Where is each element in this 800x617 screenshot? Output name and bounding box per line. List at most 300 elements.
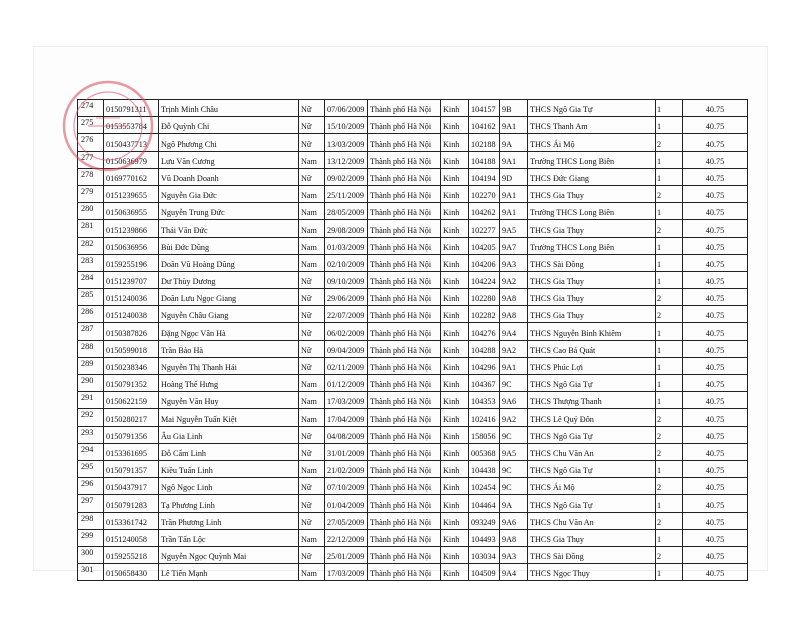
cell-dob: 27/05/2009 — [325, 512, 368, 529]
table-row — [78, 529, 748, 546]
cell-stt: 283 — [78, 254, 104, 271]
cell-code: 104493 — [469, 529, 500, 546]
cell-score: 40.75 — [683, 564, 748, 581]
cell-school: THCS Gia Thụy — [528, 220, 656, 237]
cell-nv: 2 — [656, 289, 683, 306]
cell-code: 104262 — [469, 203, 500, 220]
cell-id: 0150791356 — [104, 426, 159, 443]
cell-dob: 09/04/2009 — [325, 340, 368, 357]
cell-place: Thành phố Hà Nội — [368, 203, 441, 220]
cell-nv: 2 — [656, 546, 683, 563]
cell-nv: 2 — [656, 134, 683, 151]
cell-dob: 02/11/2009 — [325, 357, 368, 374]
cell-place: Thành phố Hà Nội — [368, 478, 441, 495]
cell-code: 104188 — [469, 151, 500, 168]
cell-ethnic: Kinh — [441, 340, 469, 357]
cell-place: Thành phố Hà Nội — [368, 100, 441, 117]
cell-ethnic: Kinh — [441, 254, 469, 271]
cell-ethnic: Kinh — [441, 443, 469, 460]
cell-cls: 9A5 — [500, 443, 528, 460]
cell-id: 0150437917 — [104, 478, 159, 495]
cell-dob: 04/08/2009 — [325, 426, 368, 443]
table-row — [78, 237, 748, 254]
cell-score: 40.75 — [683, 495, 748, 512]
cell-dob: 02/10/2009 — [325, 254, 368, 271]
cell-code: 104367 — [469, 375, 500, 392]
cell-cls: 9A5 — [500, 220, 528, 237]
cell-nv: 1 — [656, 237, 683, 254]
cell-score: 40.75 — [683, 168, 748, 185]
cell-place: Thành phố Hà Nội — [368, 185, 441, 202]
cell-ethnic: Kinh — [441, 151, 469, 168]
cell-gender: Nữ — [299, 478, 325, 495]
cell-score: 40.75 — [683, 254, 748, 271]
cell-score: 40.75 — [683, 426, 748, 443]
cell-dob: 07/06/2009 — [325, 100, 368, 117]
cell-code: 102270 — [469, 185, 500, 202]
cell-school: THCS Gia Thụy — [528, 289, 656, 306]
table-row — [78, 564, 748, 581]
cell-cls: 9A8 — [500, 306, 528, 323]
cell-gender: Nam — [299, 529, 325, 546]
cell-name: Nguyễn Thị Thanh Hải — [159, 357, 299, 374]
cell-school: THCS Chu Văn An — [528, 443, 656, 460]
cell-score: 40.75 — [683, 478, 748, 495]
cell-score: 40.75 — [683, 546, 748, 563]
cell-code: 104194 — [469, 168, 500, 185]
cell-dob: 01/04/2009 — [325, 495, 368, 512]
cell-school: Trường THCS Long Biên — [528, 237, 656, 254]
cell-dob: 25/11/2009 — [325, 185, 368, 202]
cell-place: Thành phố Hà Nội — [368, 340, 441, 357]
cell-place: Thành phố Hà Nội — [368, 392, 441, 409]
cell-code: 103034 — [469, 546, 500, 563]
cell-name: Ngô Phương Chi — [159, 134, 299, 151]
cell-cls: 9D — [500, 168, 528, 185]
cell-name: Ngô Ngọc Linh — [159, 478, 299, 495]
cell-name: Trần Tấn Lộc — [159, 529, 299, 546]
cell-stt: 287 — [78, 323, 104, 340]
cell-score: 40.75 — [683, 306, 748, 323]
table-row — [78, 271, 748, 288]
table-row — [78, 254, 748, 271]
cell-place: Thành phố Hà Nội — [368, 134, 441, 151]
cell-gender: Nữ — [299, 289, 325, 306]
cell-name: Doãn Lưu Ngọc Giang — [159, 289, 299, 306]
cell-gender: Nữ — [299, 340, 325, 357]
cell-place: Thành phố Hà Nội — [368, 409, 441, 426]
cell-ethnic: Kinh — [441, 271, 469, 288]
cell-gender: Nam — [299, 185, 325, 202]
cell-cls: 9A4 — [500, 564, 528, 581]
cell-school: THCS Ngô Gia Tự — [528, 375, 656, 392]
cell-nv: 2 — [656, 443, 683, 460]
cell-school: THCS Ngô Gia Tự — [528, 460, 656, 477]
cell-place: Thành phố Hà Nội — [368, 323, 441, 340]
table-row — [78, 392, 748, 409]
cell-school: Trường THCS Long Biên — [528, 151, 656, 168]
cell-name: Vũ Doanh Doanh — [159, 168, 299, 185]
cell-cls: 9A2 — [500, 340, 528, 357]
cell-name: Trịnh Minh Châu — [159, 100, 299, 117]
results-table-wrapper — [77, 99, 748, 581]
cell-name: Nguyễn Gia Đức — [159, 185, 299, 202]
cell-stt: 277 — [78, 151, 104, 168]
table-row — [78, 478, 748, 495]
cell-cls: 9A1 — [500, 185, 528, 202]
cell-name: Kiều Tuấn Linh — [159, 460, 299, 477]
cell-id: 0150437713 — [104, 134, 159, 151]
cell-score: 40.75 — [683, 392, 748, 409]
cell-code: 104288 — [469, 340, 500, 357]
cell-id: 0150791352 — [104, 375, 159, 392]
cell-nv: 1 — [656, 357, 683, 374]
cell-code: 102454 — [469, 478, 500, 495]
cell-dob: 22/07/2009 — [325, 306, 368, 323]
cell-name: Mai Nguyễn Tuấn Kiệt — [159, 409, 299, 426]
cell-score: 40.75 — [683, 203, 748, 220]
cell-name: Đỗ Cẩm Linh — [159, 443, 299, 460]
cell-stt: 296 — [78, 478, 104, 495]
cell-nv: 1 — [656, 460, 683, 477]
cell-code: 102280 — [469, 289, 500, 306]
cell-stt: 292 — [78, 409, 104, 426]
cell-score: 40.75 — [683, 220, 748, 237]
cell-id: 0159255196 — [104, 254, 159, 271]
cell-stt: 297 — [78, 495, 104, 512]
cell-stt: 288 — [78, 340, 104, 357]
cell-dob: 17/03/2009 — [325, 564, 368, 581]
cell-name: Thái Văn Đức — [159, 220, 299, 237]
cell-gender: Nam — [299, 151, 325, 168]
cell-id: 0150791283 — [104, 495, 159, 512]
cell-ethnic: Kinh — [441, 289, 469, 306]
cell-dob: 21/02/2009 — [325, 460, 368, 477]
cell-cls: 9A2 — [500, 271, 528, 288]
cell-id: 0151239707 — [104, 271, 159, 288]
cell-id: 0150636955 — [104, 203, 159, 220]
cell-ethnic: Kinh — [441, 409, 469, 426]
cell-ethnic: Kinh — [441, 512, 469, 529]
cell-school: THCS Thanh Am — [528, 117, 656, 134]
cell-place: Thành phố Hà Nội — [368, 529, 441, 546]
cell-dob: 09/10/2009 — [325, 271, 368, 288]
cell-school: THCS Cao Bá Quát — [528, 340, 656, 357]
table-row — [78, 134, 748, 151]
cell-cls: 9A3 — [500, 546, 528, 563]
cell-name: Bùi Đức Dũng — [159, 237, 299, 254]
cell-code: 005368 — [469, 443, 500, 460]
cell-name: Nguyễn Văn Huy — [159, 392, 299, 409]
cell-stt: 291 — [78, 392, 104, 409]
cell-cls: 9A8 — [500, 529, 528, 546]
cell-score: 40.75 — [683, 117, 748, 134]
table-row — [78, 220, 748, 237]
cell-school: THCS Gia Thụy — [528, 185, 656, 202]
cell-score: 40.75 — [683, 237, 748, 254]
cell-ethnic: Kinh — [441, 323, 469, 340]
cell-cls: 9A3 — [500, 254, 528, 271]
cell-stt: 300 — [78, 546, 104, 563]
cell-school: THCS Ngô Gia Tự — [528, 426, 656, 443]
table-row — [78, 323, 748, 340]
cell-nv: 2 — [656, 409, 683, 426]
table-row — [78, 460, 748, 477]
cell-id: 0150622159 — [104, 392, 159, 409]
cell-name: Đặng Ngọc Vân Hà — [159, 323, 299, 340]
cell-cls: 9A1 — [500, 117, 528, 134]
cell-cls: 9B — [500, 100, 528, 117]
cell-code: 104224 — [469, 271, 500, 288]
cell-code: 104296 — [469, 357, 500, 374]
cell-id: 0150636956 — [104, 237, 159, 254]
table-row — [78, 168, 748, 185]
cell-code: 158056 — [469, 426, 500, 443]
cell-id: 0150636979 — [104, 151, 159, 168]
cell-ethnic: Kinh — [441, 546, 469, 563]
cell-place: Thành phố Hà Nội — [368, 546, 441, 563]
cell-ethnic: Kinh — [441, 100, 469, 117]
cell-dob: 29/08/2009 — [325, 220, 368, 237]
cell-dob: 25/01/2009 — [325, 546, 368, 563]
cell-name: Nguyễn Trung Đức — [159, 203, 299, 220]
cell-dob: 28/05/2009 — [325, 203, 368, 220]
cell-nv: 1 — [656, 375, 683, 392]
cell-gender: Nữ — [299, 495, 325, 512]
cell-ethnic: Kinh — [441, 529, 469, 546]
cell-id: 0150280217 — [104, 409, 159, 426]
cell-gender: Nữ — [299, 271, 325, 288]
cell-score: 40.75 — [683, 100, 748, 117]
cell-place: Thành phố Hà Nội — [368, 117, 441, 134]
cell-school: THCS Ngô Gia Tự — [528, 495, 656, 512]
cell-gender: Nữ — [299, 117, 325, 134]
cell-id: 0150791311 — [104, 100, 159, 117]
cell-cls: 9A4 — [500, 323, 528, 340]
cell-cls: 9C — [500, 426, 528, 443]
cell-school: THCS Nguyễn Bỉnh Khiêm — [528, 323, 656, 340]
table-row — [78, 426, 748, 443]
cell-school: THCS Sài Đồng — [528, 254, 656, 271]
cell-nv: 1 — [656, 323, 683, 340]
cell-score: 40.75 — [683, 460, 748, 477]
cell-code: 093249 — [469, 512, 500, 529]
cell-name: Lê Tiến Mạnh — [159, 564, 299, 581]
table-row — [78, 375, 748, 392]
cell-nv: 2 — [656, 478, 683, 495]
cell-cls: 9A — [500, 495, 528, 512]
cell-stt: 293 — [78, 426, 104, 443]
cell-code: 104206 — [469, 254, 500, 271]
cell-cls: 9A7 — [500, 237, 528, 254]
cell-id: 0153361695 — [104, 443, 159, 460]
cell-stt: 275 — [78, 117, 104, 134]
cell-cls: 9C — [500, 460, 528, 477]
cell-gender: Nữ — [299, 168, 325, 185]
cell-nv: 1 — [656, 392, 683, 409]
cell-cls: 9A6 — [500, 392, 528, 409]
cell-cls: 9A — [500, 134, 528, 151]
cell-school: THCS Ngọc Thụy — [528, 564, 656, 581]
cell-score: 40.75 — [683, 185, 748, 202]
cell-name: Tạ Phương Linh — [159, 495, 299, 512]
cell-gender: Nam — [299, 203, 325, 220]
cell-cls: 9A1 — [500, 357, 528, 374]
table-row — [78, 357, 748, 374]
cell-dob: 22/12/2009 — [325, 529, 368, 546]
cell-school: THCS Gia Thụy — [528, 306, 656, 323]
cell-score: 40.75 — [683, 375, 748, 392]
cell-stt: 280 — [78, 203, 104, 220]
cell-code: 102282 — [469, 306, 500, 323]
cell-gender: Nam — [299, 460, 325, 477]
cell-gender: Nam — [299, 409, 325, 426]
cell-place: Thành phố Hà Nội — [368, 254, 441, 271]
cell-nv: 1 — [656, 100, 683, 117]
cell-name: Đỗ Quỳnh Chi — [159, 117, 299, 134]
cell-gender: Nữ — [299, 443, 325, 460]
table-row — [78, 512, 748, 529]
cell-dob: 06/02/2009 — [325, 323, 368, 340]
cell-school: THCS Phúc Lợi — [528, 357, 656, 374]
cell-id: 0151239655 — [104, 185, 159, 202]
cell-nv: 1 — [656, 271, 683, 288]
cell-dob: 15/10/2009 — [325, 117, 368, 134]
cell-school: THCS Ái Mộ — [528, 478, 656, 495]
cell-stt: 295 — [78, 460, 104, 477]
cell-dob: 01/12/2009 — [325, 375, 368, 392]
cell-place: Thành phố Hà Nội — [368, 443, 441, 460]
cell-stt: 299 — [78, 529, 104, 546]
cell-ethnic: Kinh — [441, 495, 469, 512]
cell-score: 40.75 — [683, 271, 748, 288]
cell-ethnic: Kinh — [441, 392, 469, 409]
cell-id: 0150238346 — [104, 357, 159, 374]
cell-nv: 1 — [656, 117, 683, 134]
cell-cls: 9A1 — [500, 203, 528, 220]
cell-ethnic: Kinh — [441, 185, 469, 202]
cell-place: Thành phố Hà Nội — [368, 151, 441, 168]
cell-stt: 301 — [78, 564, 104, 581]
cell-place: Thành phố Hà Nội — [368, 426, 441, 443]
cell-stt: 278 — [78, 168, 104, 185]
cell-id: 0151239866 — [104, 220, 159, 237]
table-row — [78, 100, 748, 117]
cell-nv: 2 — [656, 185, 683, 202]
cell-ethnic: Kinh — [441, 564, 469, 581]
cell-id: 0150599018 — [104, 340, 159, 357]
cell-name: Trần Bảo Hà — [159, 340, 299, 357]
cell-stt: 294 — [78, 443, 104, 460]
table-row — [78, 117, 748, 134]
cell-code: 104509 — [469, 564, 500, 581]
cell-school: THCS Gia Thụy — [528, 271, 656, 288]
cell-score: 40.75 — [683, 134, 748, 151]
cell-nv: 1 — [656, 203, 683, 220]
cell-nv: 1 — [656, 168, 683, 185]
cell-code: 104205 — [469, 237, 500, 254]
cell-school: Trường THCS Long Biên — [528, 203, 656, 220]
cell-code: 104438 — [469, 460, 500, 477]
cell-gender: Nữ — [299, 512, 325, 529]
cell-score: 40.75 — [683, 340, 748, 357]
cell-dob: 31/01/2009 — [325, 443, 368, 460]
cell-gender: Nữ — [299, 306, 325, 323]
cell-ethnic: Kinh — [441, 134, 469, 151]
cell-nv: 1 — [656, 340, 683, 357]
cell-id: 0169770162 — [104, 168, 159, 185]
cell-gender: Nữ — [299, 323, 325, 340]
cell-cls: 9A8 — [500, 289, 528, 306]
cell-cls: 9A1 — [500, 151, 528, 168]
cell-ethnic: Kinh — [441, 306, 469, 323]
cell-place: Thành phố Hà Nội — [368, 306, 441, 323]
cell-cls: 9C — [500, 478, 528, 495]
cell-stt: 285 — [78, 289, 104, 306]
cell-gender: Nữ — [299, 357, 325, 374]
table-row — [78, 151, 748, 168]
cell-ethnic: Kinh — [441, 117, 469, 134]
cell-id: 0150387826 — [104, 323, 159, 340]
cell-gender: Nam — [299, 237, 325, 254]
cell-dob: 01/03/2009 — [325, 237, 368, 254]
cell-place: Thành phố Hà Nội — [368, 460, 441, 477]
cell-stt: 284 — [78, 271, 104, 288]
cell-ethnic: Kinh — [441, 168, 469, 185]
cell-school: THCS Ái Mộ — [528, 134, 656, 151]
cell-stt: 282 — [78, 237, 104, 254]
results-table — [77, 99, 748, 581]
cell-place: Thành phố Hà Nội — [368, 289, 441, 306]
cell-school: THCS Chu Văn An — [528, 512, 656, 529]
cell-dob: 13/12/2009 — [325, 151, 368, 168]
cell-dob: 07/10/2009 — [325, 478, 368, 495]
cell-stt: 274 — [78, 100, 104, 117]
cell-gender: Nữ — [299, 426, 325, 443]
cell-code: 104162 — [469, 117, 500, 134]
cell-score: 40.75 — [683, 323, 748, 340]
cell-id: 0151240058 — [104, 529, 159, 546]
cell-name: Dư Thùy Dương — [159, 271, 299, 288]
cell-score: 40.75 — [683, 409, 748, 426]
cell-id: 0150658430 — [104, 564, 159, 581]
cell-gender: Nữ — [299, 134, 325, 151]
cell-stt: 276 — [78, 134, 104, 151]
table-row — [78, 289, 748, 306]
table-row — [78, 203, 748, 220]
cell-id: 0153361742 — [104, 512, 159, 529]
cell-place: Thành phố Hà Nội — [368, 237, 441, 254]
cell-dob: 09/02/2009 — [325, 168, 368, 185]
cell-nv: 2 — [656, 220, 683, 237]
cell-nv: 1 — [656, 151, 683, 168]
cell-nv: 1 — [656, 529, 683, 546]
cell-cls: 9A6 — [500, 512, 528, 529]
cell-stt: 290 — [78, 375, 104, 392]
table-row — [78, 185, 748, 202]
table-row — [78, 340, 748, 357]
cell-gender: Nữ — [299, 546, 325, 563]
cell-name: Doãn Vũ Hoàng Dũng — [159, 254, 299, 271]
cell-ethnic: Kinh — [441, 357, 469, 374]
cell-id: 0150791357 — [104, 460, 159, 477]
cell-nv: 1 — [656, 254, 683, 271]
cell-dob: 17/03/2009 — [325, 392, 368, 409]
cell-id: 0159255218 — [104, 546, 159, 563]
cell-gender: Nam — [299, 564, 325, 581]
cell-code: 102416 — [469, 409, 500, 426]
cell-gender: Nam — [299, 220, 325, 237]
